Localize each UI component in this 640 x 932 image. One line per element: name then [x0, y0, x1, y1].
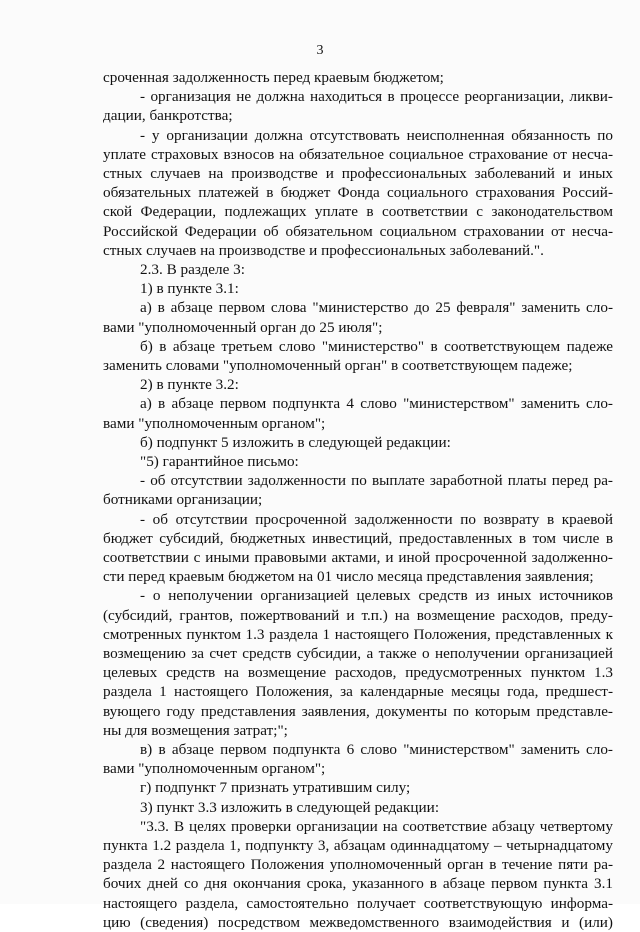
text-line: заменить словами "уполномоченный орган" в соответствующем падеже; [103, 357, 573, 374]
text-line: г) подпункт 7 признать утратившим силу; [140, 779, 411, 797]
text-line: сроченная задолженность перед краевым бюджетом; [103, 69, 444, 86]
text-line: а) в абзаце первом слова "министерство до 25 февраля" заменить сло- [140, 299, 613, 317]
text-line: б) подпункт 5 изложить в следующей редакции: [140, 433, 451, 451]
text-line: - организация не должна находиться в процессе реорганизации, ликви- [140, 88, 613, 106]
text-line: возмещению за счет средств субсидии, а также о неполучении организацией [103, 645, 613, 662]
text-line: вами "уполномоченным органом"; [103, 414, 326, 432]
text-line: раздела 1 настоящего Положения, за календарные месяцы года, предшест- [103, 683, 613, 701]
text-line: стных случаев на производстве и профессиональных заболеваний и иных [103, 165, 613, 182]
text-line: цию (сведения) посредством межведомственного взаимодействия и (или) [103, 913, 613, 931]
text-line: сти перед краевым бюджетом на 01 число месяца представления заявления; [103, 568, 594, 586]
text-line: 2) в пункте 3.2: [140, 376, 239, 394]
text-line: раздела 2 настоящего Положения уполномоченный орган в течение пяти ра- [103, 856, 613, 874]
text-line: - о неполучении организацией целевых средств из иных источников [140, 587, 613, 605]
text-line: вующего году представления заявления, документы по которым представле- [103, 702, 613, 720]
text-line: Российской Федерации об обязательном социальном страховании от несча- [103, 222, 613, 240]
text-line: смотренных пунктом 1.3 раздела 1 настоящего Положения, представленных к [103, 625, 613, 643]
text-line: в) в абзаце первом подпункта 6 слово "министерством" заменить сло- [140, 741, 613, 758]
text-line: ской Федерации, подлежащих уплате в соответствии с законодательством [103, 203, 613, 221]
text-line: соответствии с иными правовыми актами, и иной просроченной задолженно- [103, 549, 613, 566]
text-line: бочих дней со дня окончания срока, указанного в абзаце первом пункта 3.1 [103, 875, 613, 893]
text-line: ботниками организации; [103, 491, 263, 509]
text-line: бюджет субсидий, бюджетных инвестиций, предоставленных в том числе в [103, 529, 613, 547]
text-line: 2.3. В разделе 3: [140, 261, 245, 278]
text-line: пункта 1.2 раздела 1, подпункту 3, абзацам одиннадцатому – четырнадцатому [103, 837, 613, 854]
text-line: стных случаев на производстве и профессиональных заболеваний.". [103, 241, 544, 259]
text-line: уплате страховых взносов на обязательное социальное страхование от несча- [103, 145, 613, 163]
text-line: настоящего раздела, самостоятельно получает соответствующую информа- [103, 894, 613, 912]
text-line: вами "уполномоченным органом"; [103, 760, 326, 778]
text-line: (субсидий, грантов, пожертвований и т.п.) на возмещение расходов, преду- [103, 606, 613, 624]
text-line: ны для возмещения затрат;"; [103, 721, 288, 739]
text-line: дации, банкротства; [103, 107, 233, 125]
text-line: - об отсутствии просроченной задолженности по возврату в краевой [140, 510, 613, 528]
text-line: обязательных платежей в бюджет Фонда социального страхования Россий- [103, 184, 613, 202]
text-line: а) в абзаце первом подпункта 4 слово "министерством" заменить сло- [140, 395, 613, 413]
text-line: "5) гарантийное письмо: [140, 453, 299, 470]
text-line: целевых средств на возмещение расходов, предусмотренных пунктом 1.3 [103, 664, 613, 682]
page-number: 3 [316, 43, 324, 58]
text-line: б) в абзаце третьем слово "министерство" в соответствующем падеже [140, 337, 613, 355]
text-line: вами "уполномоченный орган до 25 июля"; [103, 318, 383, 336]
text-line: - об отсутствии задолженности по выплате заработной платы перед ра- [140, 472, 613, 490]
text-line: - у организации должна отсутствовать неисполненная обязанность по [140, 126, 613, 144]
text-line: 1) в пункте 3.1: [140, 280, 239, 298]
text-line: 3) пункт 3.3 изложить в следующей редакции: [140, 798, 440, 816]
text-line: "3.3. В целях проверки организации на соответствие абзацу четвертому [140, 817, 613, 835]
